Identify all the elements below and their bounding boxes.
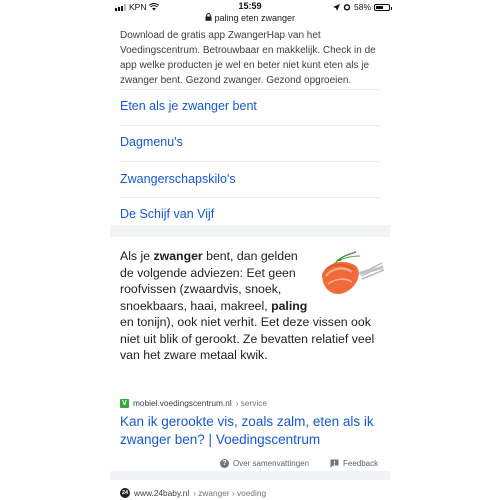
featured-snippet-text — [120, 248, 386, 364]
search-results — [110, 25, 390, 500]
voedingscentrum-favicon: V — [120, 399, 129, 408]
featured-snippet-card — [110, 237, 390, 471]
smoked-salmon-image[interactable] — [316, 248, 386, 304]
alarm-icon — [343, 3, 351, 11]
feedback-button[interactable] — [330, 459, 378, 468]
carrier-name: KPN — [129, 2, 147, 12]
divider — [120, 161, 380, 162]
next-result-path: › zwanger › voeding — [193, 488, 267, 498]
snippet-highlight: paling — [271, 298, 308, 313]
battery-icon — [374, 4, 390, 11]
lock-icon — [205, 13, 212, 23]
snippet-text-part: Als je — [120, 249, 154, 263]
next-result-domain: www.24baby.nl — [134, 488, 190, 498]
sitelink-schijf-van-vijf[interactable]: De Schijf van Vijf — [120, 207, 215, 221]
clock: 15:59 — [238, 1, 262, 11]
help-icon: ? — [220, 459, 229, 468]
next-result-card — [110, 480, 390, 500]
status-bar — [0, 0, 500, 12]
url-bar[interactable] — [0, 12, 500, 26]
source-domain: mobiel.voedingscentrum.nl — [133, 398, 232, 408]
feedback-icon — [330, 459, 339, 468]
snippet-text-part: en tonijn), ook niet verhit. Eet deze vissen ook niet uit blik of gerookt. Ze bevatten relatief veel van het zware metaal kwik. — [120, 315, 375, 362]
url-text: paling eten zwanger — [214, 12, 296, 23]
divider — [120, 197, 380, 198]
battery-percentage: 58% — [353, 2, 371, 12]
sitelink-zwangerschapskilos[interactable]: Zwangerschapskilo's — [120, 172, 236, 186]
24baby-favicon: 24 — [121, 490, 129, 496]
about-snippets-button[interactable] — [220, 459, 309, 468]
sitelink-dagmenus[interactable]: Dagmenu's — [120, 135, 183, 149]
ad-result-card — [110, 25, 390, 225]
result-title-link[interactable]: Kan ik gerookte vis, zoals zalm, eten als ik zwanger ben? | Voedingscentrum — [120, 414, 374, 447]
snippet-highlight: zwanger — [153, 249, 203, 263]
location-arrow-icon — [333, 4, 340, 11]
divider — [120, 125, 380, 126]
feedback-label: Feedback — [343, 459, 379, 468]
next-result-source[interactable] — [120, 488, 266, 498]
divider — [120, 89, 380, 90]
result-source[interactable] — [120, 398, 267, 408]
sitelink-eten-zwanger[interactable]: Eten als je zwanger bent — [120, 99, 257, 113]
about-snippets-label: Over samenvattingen — [233, 459, 310, 468]
battery-fill — [376, 6, 383, 9]
status-right — [333, 2, 390, 12]
snippet-text-part: bent, dan gelden de volgende adviezen: Eet geen roofvissen (zwaardvis, snoek, snoekbaars, haai, makreel, — [120, 249, 298, 313]
source-path: › service — [235, 398, 268, 408]
ad-snippet: Download de gratis app ZwangerHap van het Voedingscentrum. Betrouwbaar en makkelijk. Check in de app welke producten je wel en beter niet kunt eten als je zwanger bent. Gezond zwanger. Gezond opgroeien. — [120, 30, 376, 86]
